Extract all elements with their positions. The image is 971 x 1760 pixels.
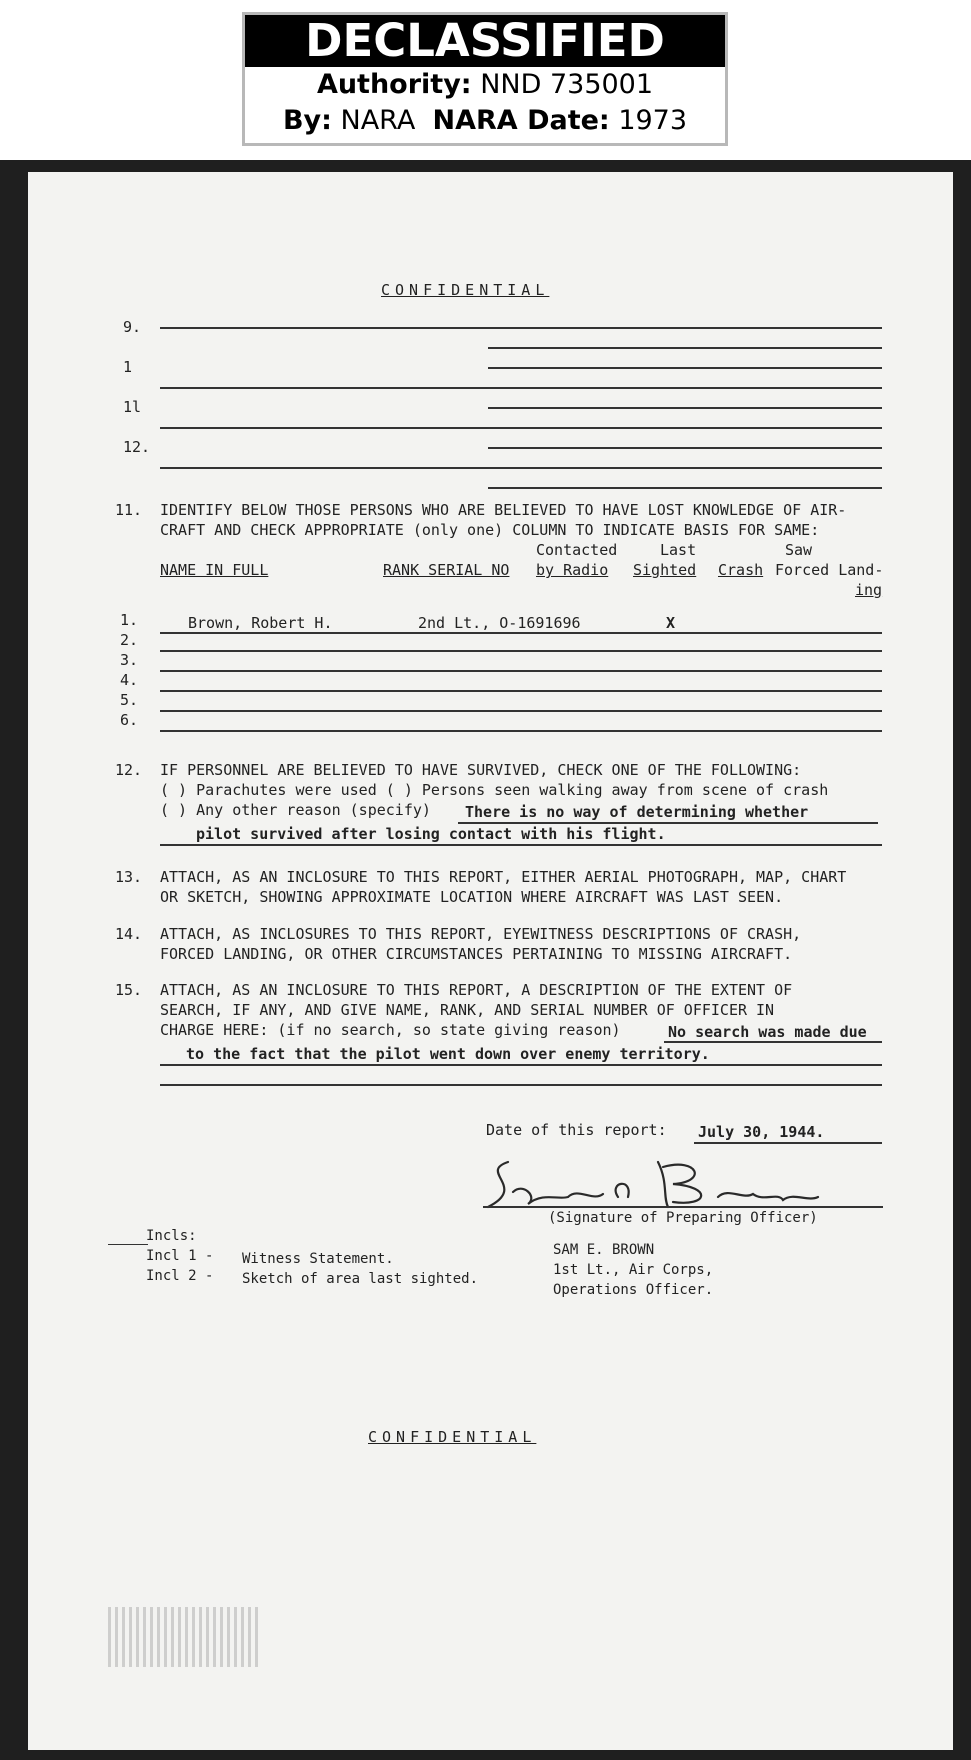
row5-line <box>160 710 882 712</box>
item12a-line-b <box>488 487 882 489</box>
item14-number: 14. <box>115 925 143 943</box>
row1-rank-serial: 2nd Lt., O-1691696 <box>418 614 581 632</box>
item14-line1: ATTACH, AS INCLOSURES TO THIS REPORT, EYEWITNESS DESCRIPTIONS OF CRASH, <box>160 925 802 943</box>
item11a-line <box>160 427 882 429</box>
stamp-date-value: 1973 <box>618 105 688 136</box>
item15-line1: ATTACH, AS AN INCLOSURE TO THIS REPORT, A DESCRIPTION OF THE EXTENT OF <box>160 981 793 999</box>
item15-extra-line <box>160 1084 882 1086</box>
item11-number: 11. <box>115 501 143 519</box>
item10-number: 1 <box>123 358 133 376</box>
item9-number: 9. <box>123 318 142 336</box>
item10-line <box>488 367 882 369</box>
item13-number: 13. <box>115 868 143 886</box>
report-date-label: Date of this report: <box>486 1121 667 1139</box>
item12a-number: 12. <box>123 438 151 456</box>
header-name: NAME IN FULL <box>160 561 269 579</box>
incl2-desc: Sketch of area last sighted. <box>242 1271 479 1287</box>
item11a-line-b <box>488 447 882 449</box>
item12-line2: ( ) Parachutes were used ( ) Persons seen walking away from scene of crash <box>160 781 829 799</box>
row4-number: 4. <box>120 671 139 689</box>
item12-line4-answer: pilot survived after losing contact with his flight. <box>196 825 666 843</box>
item15-line4-answer: to the fact that the pilot went down over enemy territory. <box>186 1045 710 1063</box>
item15-line3-label: CHARGE HERE: (if no search, so state giving reason) <box>160 1021 621 1039</box>
report-date-underline <box>694 1142 882 1144</box>
header-rank-serial: RANK SERIAL NO <box>383 561 510 579</box>
item12-line1: IF PERSONNEL ARE BELIEVED TO HAVE SURVIVED, CHECK ONE OF THE FOLLOWING: <box>160 761 802 779</box>
stamp-by-label: By: <box>282 105 332 136</box>
row5-number: 5. <box>120 691 139 709</box>
header-saw-top: Saw <box>785 541 813 559</box>
item13-line1: ATTACH, AS AN INCLOSURE TO THIS REPORT, EITHER AERIAL PHOTOGRAPH, MAP, CHART <box>160 868 847 886</box>
item12-line3-label: ( ) Any other reason (specify) <box>160 801 431 819</box>
header-last-bottom: Sighted <box>633 561 697 579</box>
header-contacted-bottom: by Radio <box>536 561 609 579</box>
item9-line-b <box>488 347 882 349</box>
report-date-value: July 30, 1944. <box>698 1123 825 1141</box>
inclosures-dash <box>108 1244 148 1245</box>
item10-line-c <box>488 407 882 409</box>
row3-number: 3. <box>120 651 139 669</box>
header-crash: Crash <box>718 561 764 579</box>
item15-line2: SEARCH, IF ANY, AND GIVE NAME, RANK, AND SERIAL NUMBER OF OFFICER IN <box>160 1001 775 1019</box>
officer-name: SAM E. BROWN <box>553 1242 655 1258</box>
stamp-date-label: NARA Date: <box>432 105 610 136</box>
item10-line-b <box>160 387 882 389</box>
stamp-authority-value: NND 735001 <box>480 69 654 100</box>
item15-line3-answer: No search was made due <box>668 1023 867 1041</box>
stamp-by-line <box>245 103 725 139</box>
item13-line2: OR SKETCH, SHOWING APPROXIMATE LOCATION WHERE AIRCRAFT WAS LAST SEEN. <box>160 888 784 906</box>
signature-caption: (Signature of Preparing Officer) <box>548 1210 818 1226</box>
row2-number: 2. <box>120 631 139 649</box>
stamp-by-value: NARA <box>340 105 416 136</box>
row6-line <box>160 730 882 732</box>
header-last-top: Last <box>660 541 697 559</box>
row6-number: 6. <box>120 711 139 729</box>
classification-bottom: CONFIDENTIAL <box>368 1428 537 1446</box>
archival-stamp-mark <box>108 1607 258 1667</box>
row3-line <box>160 670 882 672</box>
row1-number: 1. <box>120 611 139 629</box>
classification-top: CONFIDENTIAL <box>381 281 550 299</box>
item11-line1: IDENTIFY BELOW THOSE PERSONS WHO ARE BELIEVED TO HAVE LOST KNOWLEDGE OF AIR- <box>160 501 847 519</box>
item12-number: 12. <box>115 761 143 779</box>
item15-line4-underline <box>160 1064 882 1066</box>
officer-title: Operations Officer. <box>553 1282 714 1298</box>
document-page <box>28 172 953 1750</box>
item12a-line <box>160 467 882 469</box>
row2-line <box>160 650 882 652</box>
inclosures-heading: Incls: <box>146 1228 197 1244</box>
declassified-stamp <box>242 12 728 146</box>
row1-line <box>160 632 882 634</box>
officer-rank: 1st Lt., Air Corps, <box>553 1262 714 1278</box>
item11a-number: 1l <box>123 398 142 416</box>
row4-line <box>160 690 882 692</box>
item12-line3-answer: There is no way of determining whether <box>465 803 809 821</box>
stamp-heading: DECLASSIFIED <box>245 15 725 67</box>
item15-line3-underline <box>664 1041 882 1043</box>
header-saw-bottom: ing <box>855 581 883 599</box>
item15-number: 15. <box>115 981 143 999</box>
item12-line4-underline <box>160 844 882 846</box>
item11-line2: CRAFT AND CHECK APPROPRIATE (only one) COLUMN TO INDICATE BASIS FOR SAME: <box>160 521 820 539</box>
stamp-authority-line <box>245 67 725 103</box>
incl1-desc: Witness Statement. <box>242 1251 394 1267</box>
row1-name: Brown, Robert H. <box>188 614 333 632</box>
row1-last-sighted-mark: X <box>666 614 676 632</box>
item9-line <box>160 327 882 329</box>
header-contacted-top: Contacted <box>536 541 618 559</box>
header-saw-mid: Forced Land- <box>775 561 884 579</box>
stamp-authority-label: Authority: <box>316 69 472 100</box>
incl2-label: Incl 2 - <box>146 1268 214 1284</box>
scanned-document <box>0 160 971 1760</box>
incl1-label: Incl 1 - <box>146 1248 214 1264</box>
item14-line2: FORCED LANDING, OR OTHER CIRCUMSTANCES PERTAINING TO MISSING AIRCRAFT. <box>160 945 793 963</box>
